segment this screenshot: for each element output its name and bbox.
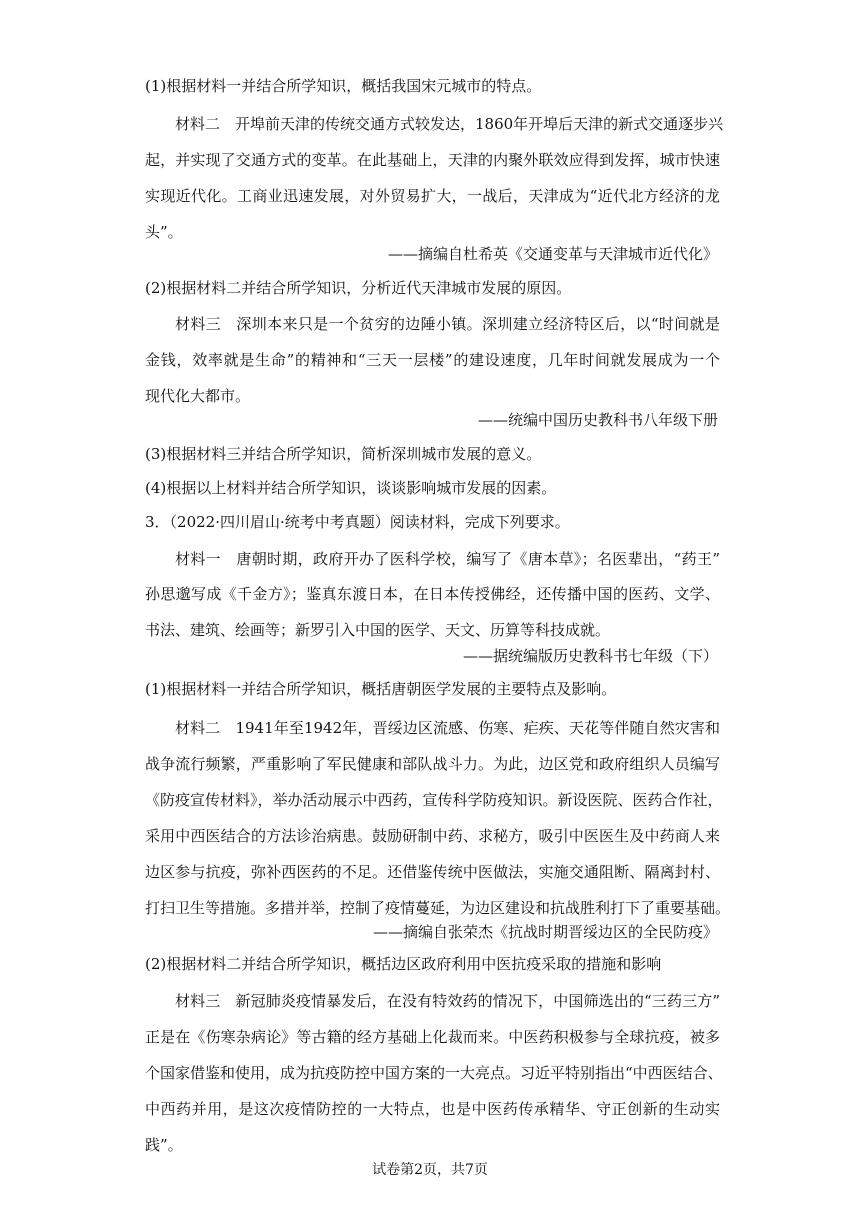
text-line: 采用中西医结合的方法诊治病患。鼓励研制中药、求秘方，吸引中医医生及中药商人来 <box>145 827 720 845</box>
text-line: 书法、建筑、绘画等；新罗引入中国的医学、天文、历算等科技成就。 <box>145 621 611 639</box>
text-line: 现代化大都市。 <box>145 387 251 405</box>
page-footer: 试卷第2页，共7页 <box>372 1162 488 1178</box>
text-line: 边区参与抗疫，弥补西医药的不足。还借鉴传统中医做法，实施交通阻断、隔离封村、 <box>145 863 720 881</box>
question-3-prompt: (3)根据材料三并结合所学知识，简析深圳城市发展的意义。 <box>145 445 542 463</box>
material-2-paragraph: 材料二 1941年至1942年，晋绥边区流感、伤寒、疟疾、天花等伴随自然灾害和 <box>175 719 720 737</box>
text-line: 头”。 <box>145 223 183 241</box>
question-1-prompt: (1)根据材料一并结合所学知识，概括我国宋元城市的特点。 <box>145 77 542 95</box>
source-citation: ——摘编自张荣杰《抗战时期晋绥边区的全民防疫》 <box>372 923 718 941</box>
material-2-paragraph: 材料二 开埠前天津的传统交通方式较发达，1860年开埠后天津的新式交通逐步兴 <box>175 115 724 133</box>
text-line: 战争流行频繁，严重影响了军民健康和部队战斗力。为此，边区党和政府组织人员编写 <box>145 755 720 773</box>
text-line: 《防疫宣传材料》，举办活动展示中西药，宣传科学防疫知识。新设医院、医药合作社， <box>145 791 723 809</box>
source-citation: ——统编中国历史教科书八年级下册 <box>477 411 718 429</box>
question-4-prompt: (4)根据以上材料并结合所学知识，谈谈影响城市发展的因素。 <box>145 479 557 497</box>
text-line: 打扫卫生等措施。多措并举，控制了疫情蔓延，为边区建设和抗战胜利打下了重要基础。 <box>145 899 731 917</box>
text-line: 实现近代化。工商业迅速发展，对外贸易扩大，一战后，天津成为“近代北方经济的龙 <box>145 187 720 205</box>
text-line: 孙思邈写成《千金方》；鉴真东渡日本，在日本传授佛经，还传播中国的医药、文学、 <box>145 585 720 603</box>
text-line: 正是在《伤寒杂病论》等古籍的经方基础上化裁而来。中医药积极参与全球抗疫，被多 <box>145 1028 720 1046</box>
text-line: 个国家借鉴和使用，成为抗疫防控中国方案的一大亮点。习近平特别指出“中西医结合、 <box>145 1064 723 1082</box>
source-citation: ——据统编版历史教科书七年级（下） <box>462 647 718 665</box>
text-line: 金钱，效率就是生命”的精神和“三天一层楼”的建设速度，几年时间就发展成为一个 <box>145 351 720 369</box>
question-2-prompt: (2)根据材料二并结合所学知识，分析近代天津城市发展的原因。 <box>145 279 572 297</box>
question-1-prompt: (1)根据材料一并结合所学知识，概括唐朝医学发展的主要特点及影响。 <box>145 680 617 698</box>
text-line: 践”。 <box>145 1136 183 1154</box>
question-3-heading: 3．（2022·四川眉山·统考中考真题）阅读材料，完成下列要求。 <box>145 513 570 531</box>
material-1-paragraph: 材料一 唐朝时期，政府开办了医科学校，编写了《唐本草》；名医辈出，“药王” <box>175 550 720 568</box>
material-3-paragraph: 材料三 深圳本来只是一个贫穷的边陲小镇。深圳建立经济特区后，以“时间就是 <box>175 315 720 333</box>
text-line: 中西药并用，是这次疫情防控的一大特点，也是中医药传承精华、守正创新的生动实 <box>145 1100 720 1118</box>
question-2-prompt: (2)根据材料二并结合所学知识，概括边区政府利用中医抗疫采取的措施和影响 <box>145 955 662 973</box>
source-citation: ——摘编自杜希英《交通变革与天津城市近代化》 <box>387 245 718 263</box>
material-3-paragraph: 材料三 新冠肺炎疫情暴发后，在没有特效药的情况下，中国筛选出的“三药三方” <box>175 992 720 1010</box>
text-line: 起，并实现了交通方式的变革。在此基础上，天津的内聚外联效应得到发挥，城市快速 <box>145 151 720 169</box>
